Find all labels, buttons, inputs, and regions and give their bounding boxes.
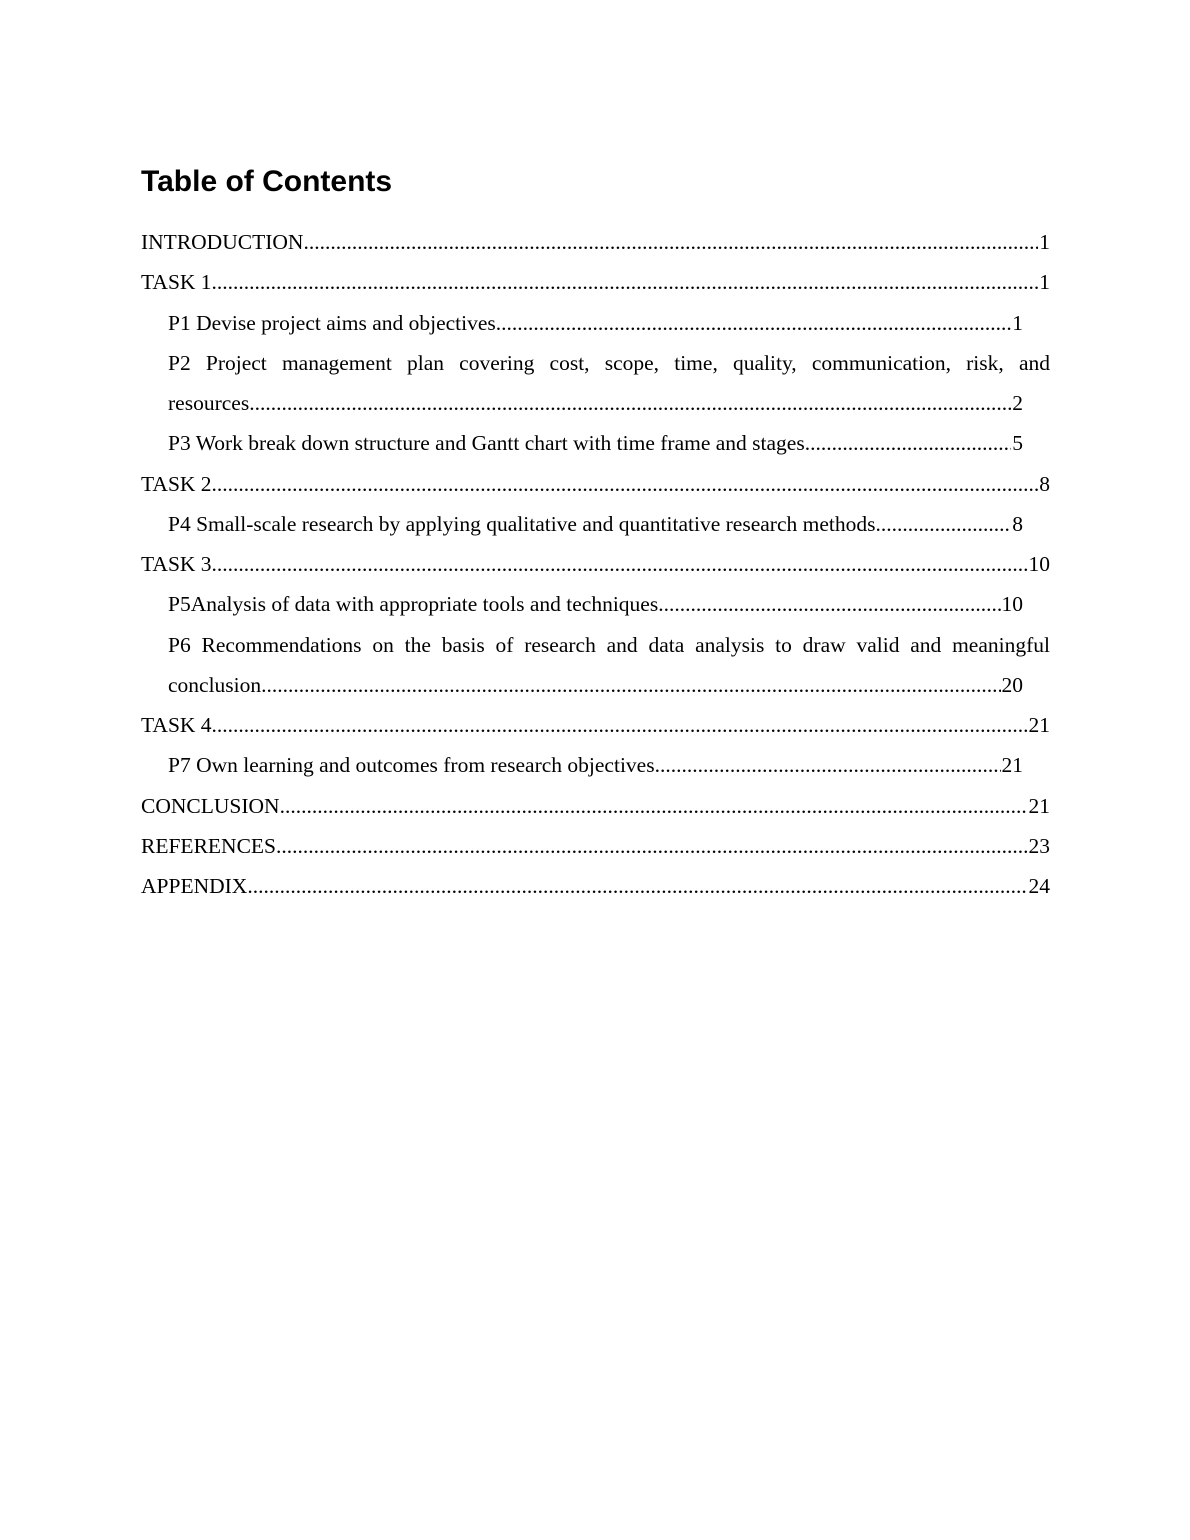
toc-entry-p3[interactable] xyxy=(168,423,1023,463)
toc-entry-label: P3 Work break down structure and Gantt chart with time frame and stages xyxy=(168,423,805,463)
toc-entry-p1[interactable] xyxy=(168,303,1023,343)
toc-title: Table of Contents xyxy=(141,165,393,198)
toc-entry-appendix[interactable] xyxy=(141,866,1050,906)
toc-entry-p5[interactable] xyxy=(168,584,1023,624)
toc-entry-page: 10 xyxy=(1028,544,1051,584)
toc-entry-label: P7 Own learning and outcomes from research objectives xyxy=(168,745,655,785)
toc-entry-task-1[interactable] xyxy=(141,262,1050,302)
toc-entry-label: TASK 4 xyxy=(141,705,212,745)
toc-entry-page: 21 xyxy=(1001,745,1024,785)
toc-entry-label: P6 Recommendations on the basis of research and data analysis to draw valid and meaningful xyxy=(168,633,1050,657)
toc-entry-page: 8 xyxy=(1011,504,1023,544)
toc-entry-p4[interactable] xyxy=(168,504,1023,544)
toc-entry-p6-line2[interactable] xyxy=(168,665,1023,705)
toc-entry-page: 1 xyxy=(1038,222,1050,262)
toc-entry-task-4[interactable] xyxy=(141,705,1050,745)
toc-entry-label: P4 Small-scale research by applying qualitative and quantitative research methods xyxy=(168,504,875,544)
toc-entry-references[interactable] xyxy=(141,826,1050,866)
toc-entry-introduction[interactable] xyxy=(141,222,1050,262)
toc-entry-page: 8 xyxy=(1038,464,1050,504)
toc-entry-label-continued: resources xyxy=(168,383,249,423)
toc-entry-page: 23 xyxy=(1028,826,1051,866)
toc-entry-label: TASK 3 xyxy=(141,544,212,584)
toc-entry-p7[interactable] xyxy=(168,745,1023,785)
toc-entry-label: P1 Devise project aims and objectives xyxy=(168,303,496,343)
toc-entry-p2-line1[interactable] xyxy=(168,343,1050,383)
toc-entry-p6-line1[interactable] xyxy=(168,625,1050,665)
toc-entry-page: 1 xyxy=(1038,262,1050,302)
toc-entry-page: 21 xyxy=(1028,786,1051,826)
toc-entry-page: 5 xyxy=(1011,423,1023,463)
toc-entry-label: TASK 1 xyxy=(141,262,212,302)
toc-entry-p2-line2[interactable] xyxy=(168,383,1023,423)
toc-entry-task-3[interactable] xyxy=(141,544,1050,584)
toc-entry-label: P2 Project management plan covering cost, scope, time, quality, communication, risk, and xyxy=(168,351,1050,375)
toc-entry-page: 1 xyxy=(1011,303,1023,343)
toc-entry-label: P5Analysis of data with appropriate tools and techniques xyxy=(168,584,658,624)
toc-entry-page: 20 xyxy=(1001,665,1024,705)
toc-entry-conclusion[interactable] xyxy=(141,786,1050,826)
toc-entry-label: INTRODUCTION xyxy=(141,222,303,262)
toc-entry-page: 24 xyxy=(1028,866,1051,906)
toc-entry-label: REFERENCES xyxy=(141,826,276,866)
toc-entry-label-continued: conclusion xyxy=(168,665,261,705)
toc-entry-label: TASK 2 xyxy=(141,464,212,504)
toc-entry-page: 21 xyxy=(1028,705,1051,745)
toc-entry-label: CONCLUSION xyxy=(141,786,280,826)
toc-entry-task-2[interactable] xyxy=(141,464,1050,504)
toc-entry-label: APPENDIX xyxy=(141,866,247,906)
toc-entry-page: 2 xyxy=(1011,383,1023,423)
toc-entry-page: 10 xyxy=(1001,584,1024,624)
